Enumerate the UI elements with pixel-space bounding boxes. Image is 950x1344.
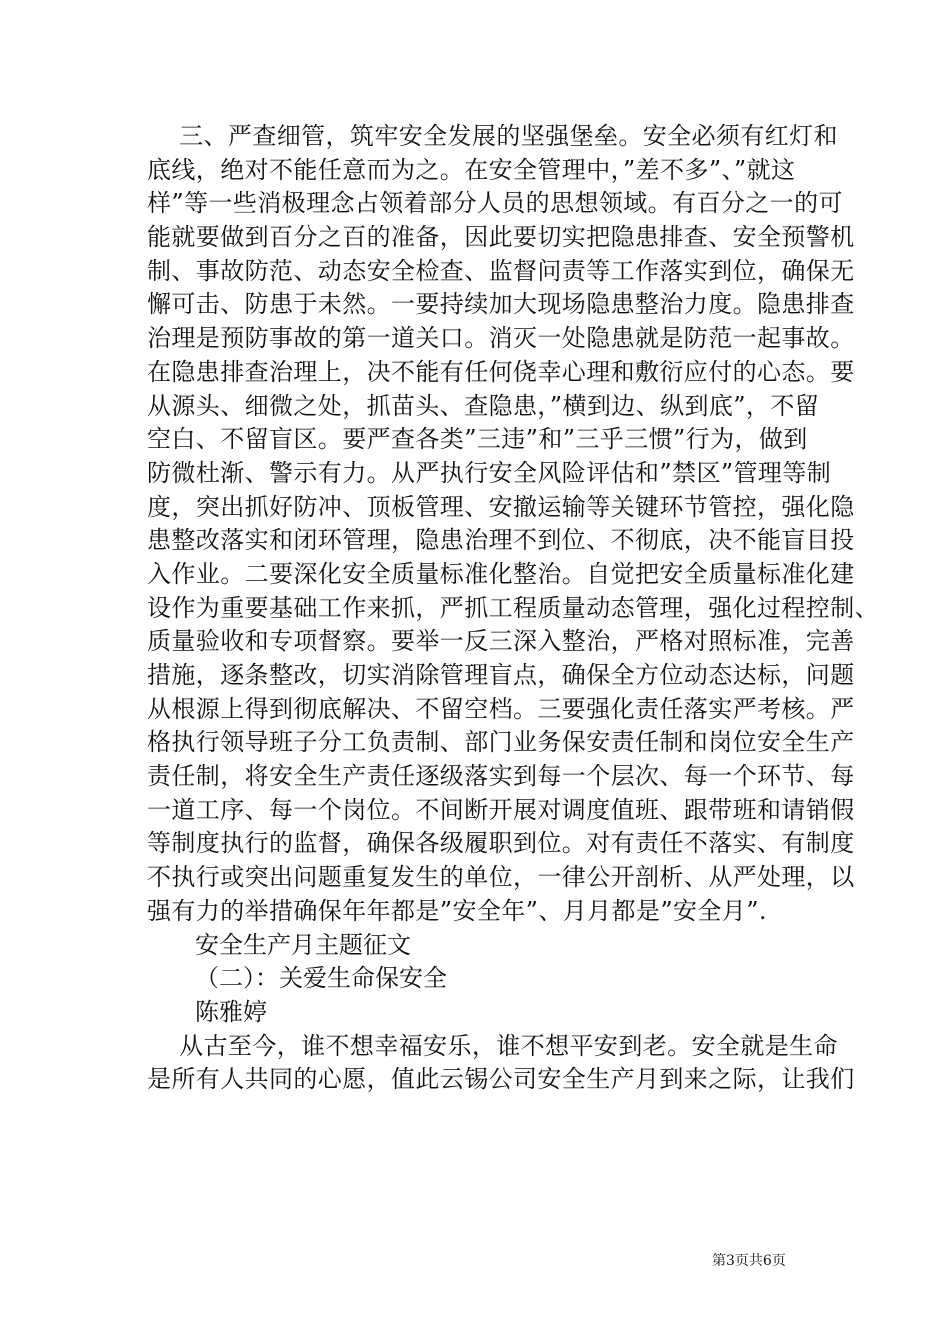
text-line: 从根源上得到彻底解决、不留空档。三要强化责任落实严考核。严: [147, 694, 855, 723]
text-line: 底线，绝对不能任意而为之。在安全管理中，”差不多”、”就这: [147, 155, 796, 184]
text-line: 从源头、细微之处，抓苗头、查隐患，”横到边、纵到底”，不留: [147, 391, 820, 420]
text-line: 强有力的举措确保年年都是”安全年”、月月都是”安全月”.: [147, 896, 767, 925]
text-line: 懈可击、防患于未然。一要持续加大现场隐患整治力度。隐患排查: [147, 290, 855, 319]
footer-page-current: 3: [726, 1253, 735, 1269]
footer-prefix: 第: [712, 1253, 726, 1269]
text-line: 格执行领导班子分工负责制、部门业务保安责任制和岗位安全生产: [147, 728, 855, 757]
author-name: 陈雅婷: [195, 997, 267, 1026]
text-line: 从古至今，谁不想幸福安乐，谁不想平安到老。安全就是生命: [147, 1031, 838, 1060]
text-line: 质量验收和专项督察。要举一反三深入整治，严格对照标准，完善: [147, 627, 855, 656]
text-line: 不执行或突出问题重复发生的单位，一律公开剖析、从严处理，以: [147, 863, 855, 892]
text-line: 设作为重要基础工作来抓，严抓工程质量动态管理，强化过程控制、: [147, 593, 879, 622]
footer-page-total: 6: [762, 1253, 772, 1269]
page-footer: [712, 1250, 786, 1270]
text-line: 三、严查细管，筑牢安全发展的坚强堡垒。安全必须有红灯和: [147, 122, 838, 150]
body-text: [147, 120, 879, 1097]
text-line: 样”等一些消极理念占领着部分人员的思想领域。有百分之一的可: [147, 189, 843, 218]
text-line: 在隐患排查治理上，决不能有任何侥幸心理和敷衍应付的心态。要: [147, 357, 855, 386]
text-line: 度，突出抓好防冲、顶板管理、安撤运输等关键环节管控，强化隐: [147, 492, 855, 521]
text-line: 是所有人共同的心愿，值此云锡公司安全生产月到来之际，让我们: [147, 1065, 855, 1094]
paragraph-2: [147, 1030, 855, 1097]
paragraph-1: [147, 120, 879, 929]
text-line: 能就要做到百分之百的准备，因此要切实把隐患排查、安全预警机: [147, 223, 855, 252]
footer-suffix: 页: [771, 1253, 786, 1269]
text-line: 治理是预防事故的第一道关口。消灭一处隐患就是防范一起事故。: [147, 324, 855, 353]
text-line: 措施，逐条整改，切实消除管理盲点，确保全方位动态达标，问题: [147, 661, 855, 689]
text-line: 一道工序、每一个岗位。不间断开展对调度值班、跟带班和请销假: [147, 795, 855, 824]
text-line: 等制度执行的监督，确保各级履职到位。对有责任不落实、有制度: [147, 829, 855, 858]
text-line: 患整改落实和闭环管理，隐患治理不到位、不彻底，决不能盲目投: [147, 526, 855, 555]
text-line: 制、事故防范、动态安全检查、监督问责等工作落实到位，确保无: [147, 256, 855, 285]
text-line: 入作业。二要深化安全质量标准化整治。自觉把安全质量标准化建: [147, 559, 855, 588]
text-line: 责任制，将安全生产责任逐级落实到每一个层次、每一个环节、每: [147, 762, 855, 791]
essay-subtitle: （二）：关爱生命保安全: [195, 964, 447, 993]
text-line: 空白、不留盲区。要严查各类”三违”和”三乎三惯”行为，做到: [147, 425, 808, 454]
footer-mid: 页共: [734, 1253, 763, 1269]
essay-title: 安全生产月主题征文: [195, 930, 411, 959]
text-line: 防微杜渐、警示有力。从严执行安全风险评估和”禁区”管理等制: [147, 458, 832, 487]
